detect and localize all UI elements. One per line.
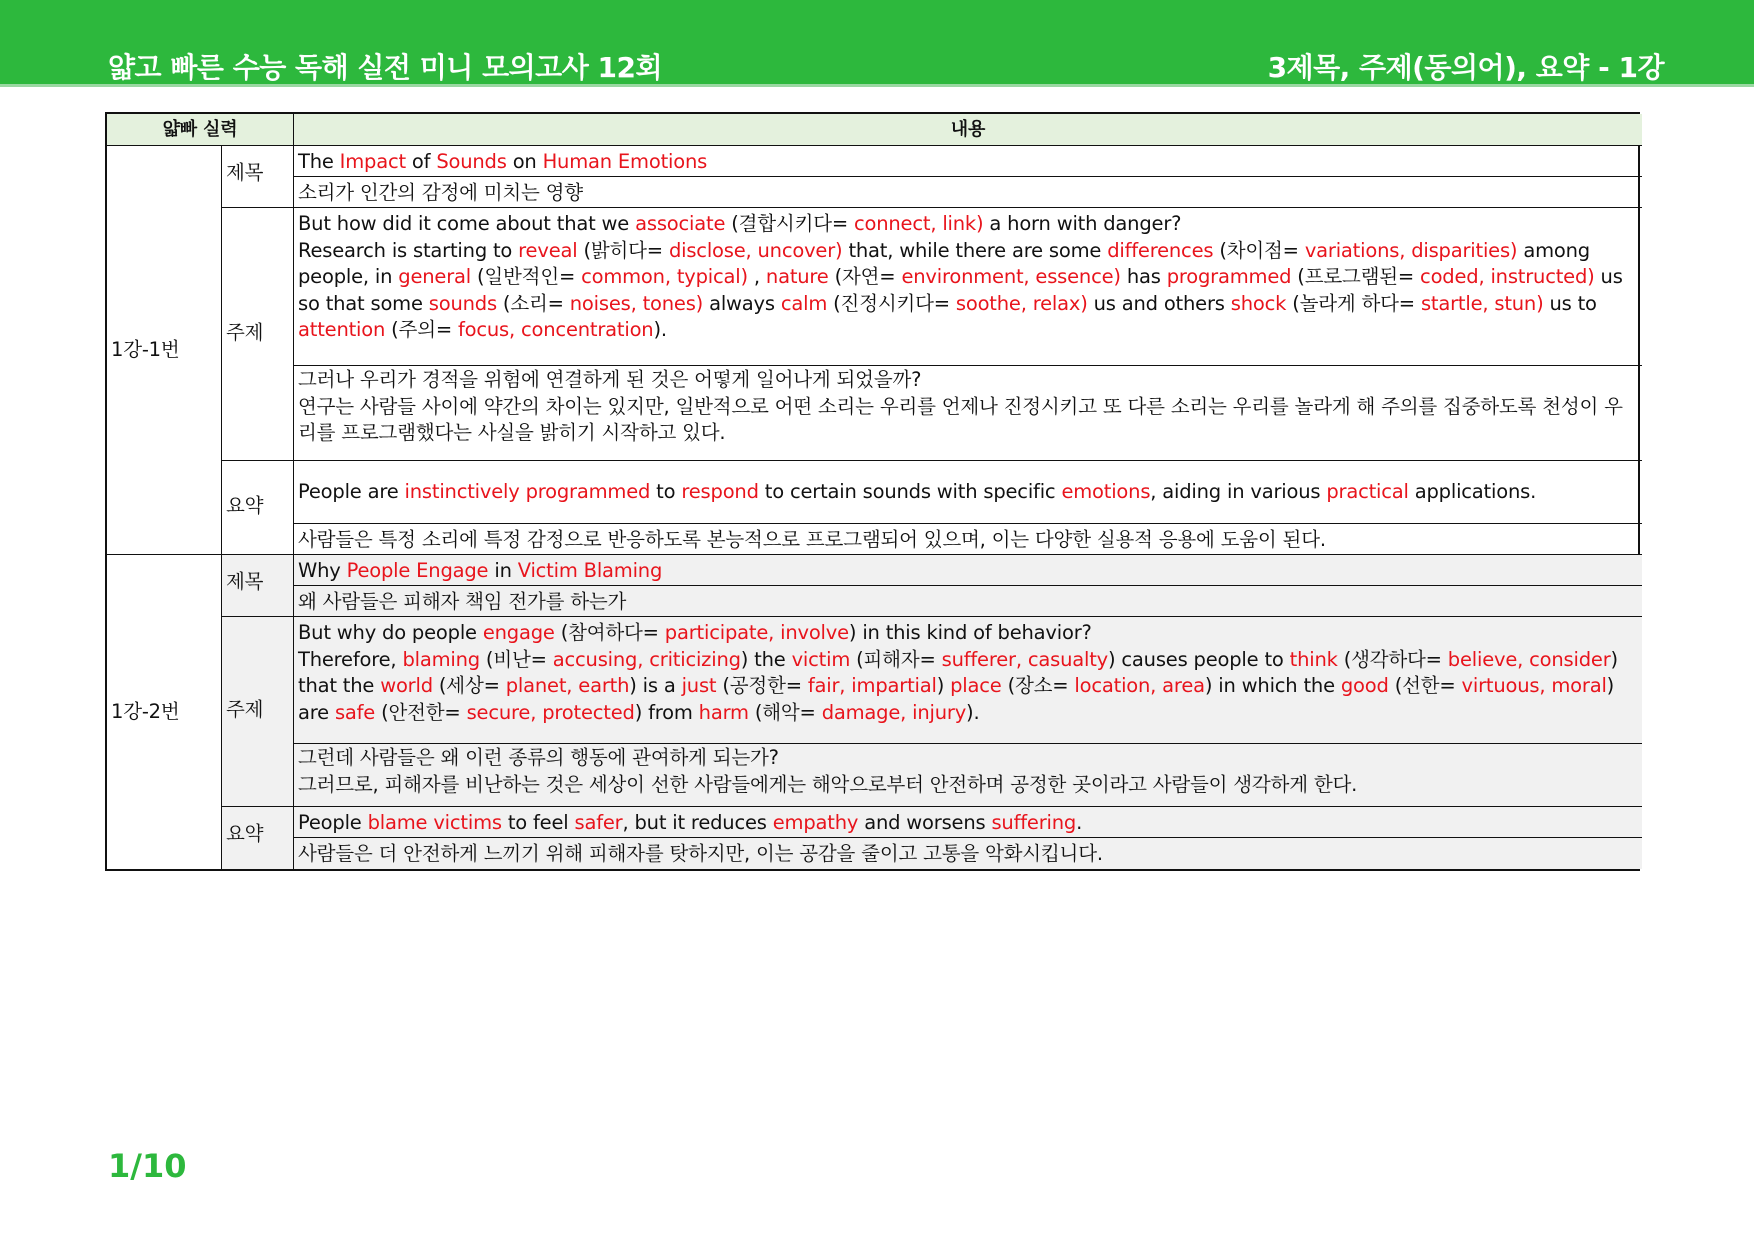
- plain-text: ).: [653, 318, 667, 341]
- highlighted-term: practical: [1326, 480, 1409, 504]
- plain-text: (일반적인=: [471, 265, 582, 288]
- highlighted-term: startle, stun): [1420, 291, 1544, 315]
- category-summary-text: 요약: [226, 822, 264, 845]
- highlighted-term: empathy: [772, 811, 859, 834]
- plain-text: (프로그램된=: [1291, 265, 1421, 288]
- highlighted-term: suffering: [991, 811, 1077, 834]
- plain-text: to feel: [501, 811, 575, 834]
- highlighted-term: good: [1340, 674, 1389, 697]
- category-summary: [222, 807, 294, 869]
- plain-text: us so that some: [298, 265, 1623, 315]
- highlighted-term: nature: [765, 265, 829, 288]
- summary-english: [294, 807, 1642, 838]
- plain-text: (참여하다=: [554, 621, 665, 644]
- highlighted-term: Human Emotions: [542, 150, 708, 173]
- topic-korean: 그런데 사람들은 왜 이런 종류의 행동에 관여하게 되는가? 그러므로, 피해자를 비난하는 것은 세상이 선한 사람들에게는 해악으로부터 안전하며 공정한 곳이라고 사람들이 생각하게 한다.: [294, 744, 1642, 807]
- highlighted-term: accusing, criticizing: [552, 647, 741, 671]
- plain-text: ) the: [740, 647, 792, 671]
- vocab-table: [105, 112, 1640, 871]
- plain-text: ): [936, 674, 951, 697]
- page-number: 1/10: [108, 1147, 187, 1185]
- highlighted-term: victim: [791, 647, 851, 671]
- plain-text: ) are: [298, 674, 1615, 724]
- plain-text: always: [703, 291, 781, 315]
- category-topic: [222, 617, 294, 807]
- plain-text: ).: [966, 700, 980, 724]
- highlighted-term: blaming: [402, 647, 480, 671]
- highlighted-term: noises, tones): [569, 291, 704, 315]
- summary-english-text: [298, 477, 1536, 507]
- highlighted-term: participate, involve: [664, 621, 849, 644]
- highlighted-term: place: [950, 674, 1002, 697]
- highlighted-term: safe: [334, 700, 376, 724]
- highlighted-term: Impact: [339, 150, 406, 173]
- highlighted-term: fair, impartial: [807, 674, 937, 697]
- title-english: [294, 555, 1642, 586]
- highlighted-term: programmed: [1166, 265, 1292, 288]
- plain-text: (피해자=: [850, 647, 942, 671]
- highlighted-term: safer: [574, 811, 623, 834]
- page-header: [0, 0, 1754, 84]
- plain-text: Therefore,: [298, 647, 403, 671]
- plain-text: Research is starting to: [298, 238, 519, 262]
- plain-text: ) is a: [629, 674, 682, 697]
- highlighted-term: calm: [780, 291, 828, 315]
- plain-text: on: [506, 150, 543, 173]
- highlighted-term: focus, concentration: [457, 318, 654, 341]
- highlighted-term: associate: [635, 212, 726, 235]
- highlighted-term: harm: [698, 700, 749, 724]
- plain-text: us to: [1543, 291, 1597, 315]
- highlighted-term: Sounds: [436, 150, 507, 173]
- category-title-text: 제목: [226, 161, 264, 184]
- summary-korean: 사람들은 특정 소리에 특정 감정으로 반응하도록 본능적으로 프로그램되어 있으며, 이는 다양한 실용적 응용에 도움이 된다.: [294, 524, 1642, 555]
- section-title: 3제목, 주제(동의어), 요약 - 1강: [1267, 51, 1664, 84]
- plain-text: among people, in: [298, 238, 1590, 288]
- highlighted-term: emotions: [1061, 480, 1151, 504]
- category-topic-text: 주제: [226, 698, 264, 721]
- document-title: 얇고 빠른 수능 독해 실전 미니 모의고사 12회: [108, 51, 663, 84]
- highlighted-term: differences: [1107, 238, 1214, 262]
- summary-korean: 사람들은 더 안전하게 느끼기 위해 피해자를 탓하지만, 이는 공감을 줄이고 고통을 악화시킵니다.: [294, 838, 1642, 869]
- highlighted-term: soothe, relax): [955, 291, 1088, 315]
- plain-text: (자연=: [828, 265, 902, 288]
- plain-text: and worsens: [858, 811, 992, 834]
- category-title: [222, 555, 294, 617]
- highlighted-term: shock: [1230, 291, 1287, 315]
- highlighted-term: coded, instructed): [1420, 265, 1595, 288]
- lecture-label-text: 1강-1번: [111, 338, 180, 362]
- col-header-level: 얇빠 실력: [107, 114, 294, 146]
- topic-english: [294, 617, 1642, 744]
- highlighted-term: location, area: [1074, 674, 1205, 697]
- summary-english: [294, 461, 1642, 524]
- plain-text: (밝히다=: [577, 238, 669, 262]
- plain-text: But why do people: [298, 621, 483, 644]
- plain-text: (해악=: [748, 700, 822, 724]
- plain-text: us and others: [1087, 291, 1231, 315]
- plain-text: that, while there are some: [842, 238, 1108, 262]
- plain-text: has: [1120, 265, 1167, 288]
- plain-text: in: [488, 559, 518, 582]
- plain-text: a horn with danger?: [983, 212, 1182, 235]
- plain-text: .: [1076, 811, 1083, 834]
- lecture-label-text: 1강-2번: [111, 700, 180, 724]
- plain-text: (세상=: [432, 674, 506, 697]
- highlighted-term: general: [398, 265, 471, 288]
- highlighted-term: attention: [298, 318, 386, 341]
- plain-text: (결합시키다=: [725, 212, 854, 235]
- highlighted-term: planet, earth: [505, 674, 630, 697]
- plain-text: ) that the: [298, 647, 1618, 697]
- plain-text: ,: [747, 265, 766, 288]
- category-summary-text: 요약: [226, 494, 264, 517]
- plain-text: The: [298, 150, 340, 173]
- title-english: [294, 146, 1642, 177]
- plain-text: (진정시키다=: [827, 291, 956, 315]
- plain-text: (장소=: [1001, 674, 1075, 697]
- plain-text: (비난=: [479, 647, 553, 671]
- title-korean: 왜 사람들은 피해자 책임 전가를 하는가: [294, 586, 1642, 617]
- highlighted-term: Victim Blaming: [517, 559, 663, 582]
- category-title-text: 제목: [226, 570, 264, 593]
- highlighted-term: connect, link): [853, 212, 984, 235]
- plain-text: (안전한=: [375, 700, 467, 724]
- highlighted-term: secure, protected: [466, 700, 635, 724]
- plain-text: (차이점=: [1213, 238, 1305, 262]
- topic-english: [294, 208, 1642, 366]
- highlighted-term: think: [1289, 647, 1338, 671]
- plain-text: , aiding in various: [1150, 480, 1327, 504]
- highlighted-term: sufferer, casualty: [941, 647, 1108, 671]
- highlighted-term: blame victims: [367, 811, 502, 834]
- plain-text: of: [405, 150, 437, 173]
- col-header-content: 내용: [294, 114, 1642, 146]
- plain-text: to: [650, 480, 682, 504]
- title-korean: 소리가 인간의 감정에 미치는 영향: [294, 177, 1642, 208]
- plain-text: applications.: [1408, 480, 1537, 504]
- highlighted-term: sounds: [428, 291, 497, 315]
- highlighted-term: common, typical): [581, 265, 748, 288]
- plain-text: (공정한=: [716, 674, 808, 697]
- highlighted-term: variations, disparities): [1304, 238, 1518, 262]
- header-divider: [0, 84, 1754, 87]
- highlighted-term: world: [380, 674, 433, 697]
- plain-text: (주의=: [385, 318, 458, 341]
- highlighted-term: reveal: [518, 238, 578, 262]
- plain-text: Why: [298, 559, 347, 582]
- plain-text: (놀라게 하다=: [1286, 291, 1421, 315]
- plain-text: But how did it come about that we: [298, 212, 636, 235]
- highlighted-term: instinctively programmed: [404, 480, 651, 504]
- topic-korean: 그러나 우리가 경적을 위험에 연결하게 된 것은 어떻게 일어나게 되었을까? 연구는 사람들 사이에 약간의 차이는 있지만, 일반적으로 어떤 소리는 우리를 언제나 진정시키고 또 다른 소리는 우리를 놀라게 해 주의를 집중하도록 천성이 우리를 프로그램했다는 사실을 밝히기 시작하고 있다.: [294, 366, 1642, 461]
- highlighted-term: engage: [482, 621, 555, 644]
- category-topic: [222, 208, 294, 461]
- highlighted-term: believe, consider: [1447, 647, 1611, 671]
- lecture-label: [107, 555, 222, 869]
- highlighted-term: People Engage: [346, 559, 489, 582]
- category-title: [222, 146, 294, 208]
- plain-text: ) causes people to: [1108, 647, 1290, 671]
- plain-text: , but it reduces: [622, 811, 773, 834]
- highlighted-term: respond: [681, 480, 759, 504]
- highlighted-term: just: [681, 674, 717, 697]
- plain-text: (선한=: [1388, 674, 1462, 697]
- highlighted-term: virtuous, moral: [1461, 674, 1607, 697]
- category-summary: [222, 461, 294, 555]
- highlighted-term: environment, essence): [901, 265, 1121, 288]
- category-topic-text: 주제: [226, 321, 264, 344]
- plain-text: ) in which the: [1204, 674, 1341, 697]
- plain-text: ) from: [634, 700, 699, 724]
- plain-text: People are: [298, 480, 405, 504]
- highlighted-term: damage, injury: [821, 700, 967, 724]
- lecture-label: [107, 146, 222, 555]
- highlighted-term: disclose, uncover): [668, 238, 843, 262]
- plain-text: ) in this kind of behavior?: [848, 621, 1092, 644]
- plain-text: People: [298, 811, 368, 834]
- plain-text: (생각하다=: [1337, 647, 1448, 671]
- plain-text: to certain sounds with specific: [758, 480, 1062, 504]
- plain-text: (소리=: [496, 291, 570, 315]
